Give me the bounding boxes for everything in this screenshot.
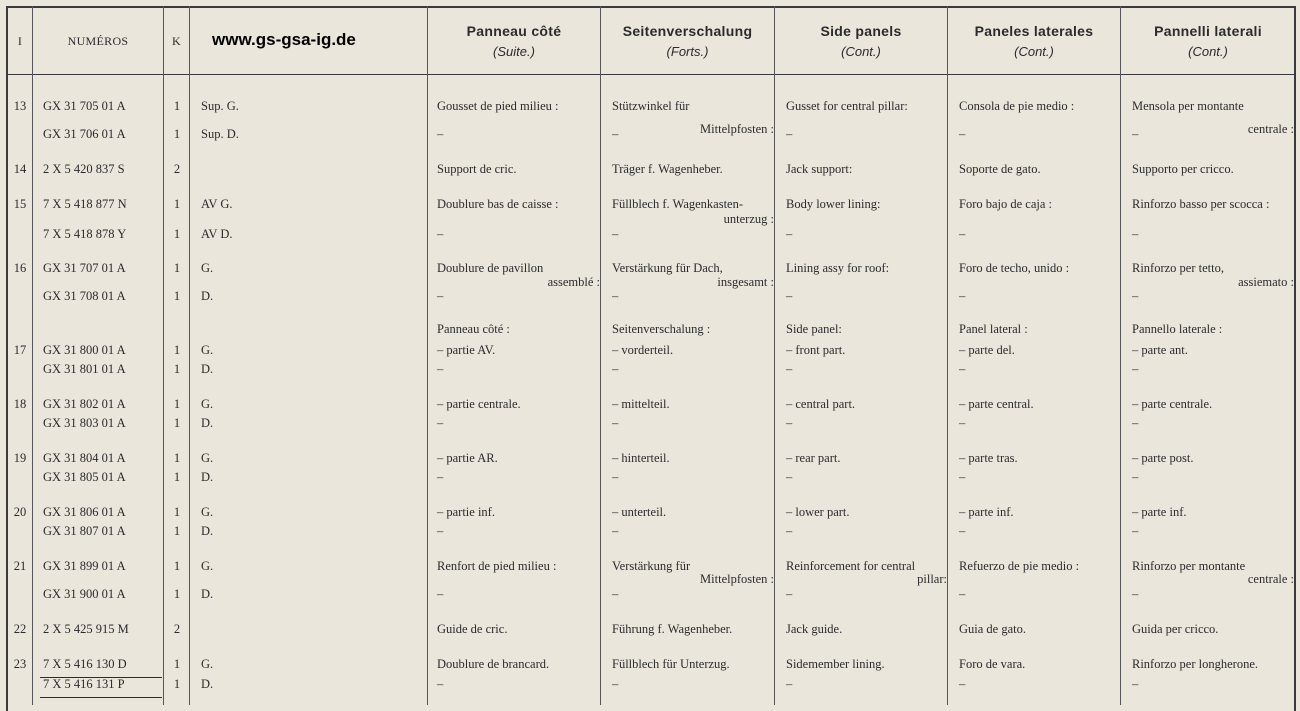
desc-de: – (612, 524, 619, 538)
desc-es: Refuerzo de pie medio : (959, 559, 1080, 573)
part-number: 7 X 5 418 877 N (43, 197, 127, 211)
position: AV G. (201, 197, 233, 211)
desc-it: – parte ant. (1132, 343, 1188, 357)
desc-fr: – (437, 524, 444, 538)
header-title: Panneau côté (466, 23, 562, 39)
desc-en: – (786, 289, 793, 303)
desc-en: Reinforcement for central (786, 559, 916, 573)
quantity: 1 (173, 397, 181, 411)
row-index: 21 (13, 559, 27, 573)
desc-fr: – (437, 127, 444, 141)
position: D. (201, 470, 214, 484)
desc-en: – (786, 362, 793, 376)
desc-it: – (1132, 524, 1139, 538)
position: G. (201, 559, 214, 573)
desc-es: Soporte de gato. (959, 162, 1041, 176)
quantity: 1 (173, 524, 181, 538)
desc-en: Jack support: (786, 162, 853, 176)
part-number: GX 31 900 01 A (43, 587, 126, 601)
desc-fr: Renfort de pied milieu : (437, 559, 557, 573)
desc-de: Seitenverschalung : (612, 322, 711, 336)
desc-it: – (1132, 127, 1139, 141)
header-col-k (164, 8, 189, 74)
desc-fr: – partie centrale. (437, 397, 521, 411)
header-i-label: I (17, 33, 23, 48)
row-index: 14 (13, 162, 27, 176)
quantity: 1 (173, 362, 181, 376)
header-subtitle: (Cont.) (1188, 44, 1228, 59)
quantity: 1 (173, 289, 181, 303)
header-title: Side panels (820, 23, 902, 39)
desc-de: – (612, 362, 619, 376)
quantity: 1 (173, 127, 181, 141)
desc-de: – (612, 677, 619, 691)
part-number-underline (40, 677, 162, 678)
position: Sup. D. (201, 127, 239, 141)
quantity: 1 (173, 416, 181, 430)
desc-it: Rinforzo per longherone. (1132, 657, 1259, 671)
part-number: GX 31 705 01 A (43, 99, 126, 113)
desc-fr: – partie AR. (437, 451, 498, 465)
position: AV D. (201, 227, 233, 241)
part-number: GX 31 802 01 A (43, 397, 126, 411)
desc-es: – (959, 289, 966, 303)
header-k-label: K (172, 33, 181, 48)
desc-es: – (959, 362, 966, 376)
desc-es: Foro de techo, unido : (959, 261, 1070, 275)
desc-de: – (612, 289, 619, 303)
table-row (0, 470, 1300, 490)
table-row (0, 451, 1300, 471)
desc-de: – unterteil. (612, 505, 667, 519)
row-index: 16 (13, 261, 27, 275)
desc-it: – (1132, 289, 1139, 303)
desc-fr: Support de cric. (437, 162, 517, 176)
position: G. (201, 451, 214, 465)
desc-es: – (959, 470, 966, 484)
desc-en: – lower part. (786, 505, 850, 519)
desc-it: – parte post. (1132, 451, 1194, 465)
desc-it: – parte centrale. (1132, 397, 1213, 411)
part-number: GX 31 803 01 A (43, 416, 126, 430)
part-number: GX 31 807 01 A (43, 524, 126, 538)
desc-de: unterzug : (723, 212, 774, 226)
desc-it: – (1132, 362, 1139, 376)
desc-en: – (786, 470, 793, 484)
position: G. (201, 397, 214, 411)
desc-fr: – (437, 227, 444, 241)
header-subtitle: (Cont.) (841, 44, 881, 59)
header-title: Seitenverschalung (622, 23, 753, 39)
desc-it: Mensola per montante (1132, 99, 1244, 113)
desc-en: Gusset for central pillar: (786, 99, 908, 113)
desc-en: – (786, 677, 793, 691)
desc-es: – parte inf. (959, 505, 1014, 519)
quantity: 2 (173, 622, 181, 636)
desc-it: – (1132, 227, 1139, 241)
part-number: 2 X 5 420 837 S (43, 162, 125, 176)
desc-de: Stützwinkel für (612, 99, 690, 113)
table-row (0, 524, 1300, 544)
part-number: GX 31 800 01 A (43, 343, 126, 357)
desc-en: Jack guide. (786, 622, 843, 636)
desc-en: – central part. (786, 397, 856, 411)
desc-fr: – (437, 362, 444, 376)
desc-fr: – partie inf. (437, 505, 495, 519)
website-watermark: www.gs-gsa-ig.de (212, 30, 356, 49)
part-number: 2 X 5 425 915 M (43, 622, 129, 636)
table-row (0, 416, 1300, 436)
desc-fr: Doublure bas de caisse : (437, 197, 559, 211)
position: D. (201, 587, 214, 601)
desc-de: – (612, 227, 619, 241)
header-title: Pannelli laterali (1154, 23, 1262, 39)
quantity: 1 (173, 343, 181, 357)
desc-en: Body lower lining: (786, 197, 881, 211)
quantity: 1 (173, 657, 181, 671)
desc-de: Verstärkung für (612, 559, 691, 573)
desc-es: Panel lateral : (959, 322, 1028, 336)
desc-it: centrale : (1247, 122, 1294, 136)
desc-es: – (959, 127, 966, 141)
quantity: 1 (173, 677, 181, 691)
desc-it: assiemato : (1238, 275, 1294, 289)
desc-es: – (959, 587, 966, 601)
part-number: GX 31 806 01 A (43, 505, 126, 519)
desc-es: Foro de vara. (959, 657, 1026, 671)
part-number: GX 31 804 01 A (43, 451, 126, 465)
desc-es: – (959, 416, 966, 430)
part-number: 7 X 5 418 878 Y (43, 227, 127, 241)
desc-es: – parte central. (959, 397, 1034, 411)
header-subtitle: (Forts.) (666, 44, 709, 59)
desc-it: – (1132, 416, 1139, 430)
desc-de: insgesamt : (717, 275, 774, 289)
position: D. (201, 524, 214, 538)
position: D. (201, 416, 214, 430)
row-index: 22 (13, 622, 27, 636)
row-index: 23 (13, 657, 27, 671)
table-row (0, 227, 1300, 247)
desc-de: Füllblech f. Wagenkasten- (612, 197, 744, 211)
desc-en: – (786, 524, 793, 538)
quantity: 1 (173, 99, 181, 113)
desc-en: – rear part. (786, 451, 841, 465)
header-col-i (8, 8, 32, 74)
desc-de: – (612, 587, 619, 601)
desc-it: – (1132, 677, 1139, 691)
header-col-numeros (33, 8, 163, 74)
desc-en: Side panel: (786, 322, 842, 336)
quantity: 1 (173, 559, 181, 573)
desc-de: – mittelteil. (612, 397, 670, 411)
desc-de: Mittelpfosten : (700, 572, 774, 586)
desc-de: Verstärkung für Dach, (612, 261, 723, 275)
header-rule (6, 74, 1296, 75)
desc-fr: – (437, 587, 444, 601)
desc-fr: – (437, 470, 444, 484)
part-number: GX 31 801 01 A (43, 362, 126, 376)
desc-de: Führung f. Wagenheber. (612, 622, 733, 636)
table-row (0, 657, 1300, 677)
desc-en: pillar: (917, 572, 947, 586)
desc-de: – hinterteil. (612, 451, 670, 465)
table-row (0, 397, 1300, 417)
table-row (0, 622, 1300, 642)
desc-fr: Gousset de pied milieu : (437, 99, 559, 113)
part-number: GX 31 805 01 A (43, 470, 126, 484)
desc-de: Mittelpfosten : (700, 122, 774, 136)
desc-es: – (959, 227, 966, 241)
header-title: Paneles laterales (974, 23, 1094, 39)
quantity: 1 (173, 261, 181, 275)
desc-en: – (786, 227, 793, 241)
header-numeros-label: NUMÉROS (67, 33, 129, 48)
quantity: 1 (173, 227, 181, 241)
header-spanish (948, 8, 1120, 74)
quantity: 1 (173, 197, 181, 211)
desc-it: Rinforzo per montante (1132, 559, 1246, 573)
desc-it: Supporto per cricco. (1132, 162, 1234, 176)
table-row (0, 99, 1300, 119)
desc-fr: assemblé : (547, 275, 600, 289)
desc-fr: Doublure de pavillon (437, 261, 544, 275)
desc-de: – vorderteil. (612, 343, 674, 357)
position: G. (201, 657, 214, 671)
desc-en: – (786, 127, 793, 141)
position: Sup. G. (201, 99, 239, 113)
part-number: 7 X 5 416 131 P (43, 677, 125, 691)
desc-it: centrale : (1247, 572, 1294, 586)
desc-it: Rinforzo basso per scocca : (1132, 197, 1270, 211)
desc-en: – (786, 587, 793, 601)
table-row (0, 162, 1300, 182)
row-index: 18 (13, 397, 27, 411)
desc-es: – (959, 677, 966, 691)
desc-es: Consola de pie medio : (959, 99, 1075, 113)
desc-it: – (1132, 470, 1139, 484)
desc-es: Guia de gato. (959, 622, 1026, 636)
row-index: 15 (13, 197, 27, 211)
desc-en: – (786, 416, 793, 430)
desc-en: Sidemember lining. (786, 657, 885, 671)
row-index: 20 (13, 505, 27, 519)
part-number: GX 31 708 01 A (43, 289, 126, 303)
quantity: 1 (173, 451, 181, 465)
desc-es: Foro bajo de caja : (959, 197, 1053, 211)
part-number: GX 31 706 01 A (43, 127, 126, 141)
quantity: 1 (173, 470, 181, 484)
desc-fr: – (437, 677, 444, 691)
desc-fr: Guide de cric. (437, 622, 508, 636)
desc-fr: – (437, 289, 444, 303)
position: D. (201, 289, 214, 303)
desc-it: – (1132, 587, 1139, 601)
position: G. (201, 343, 214, 357)
header-subtitle: (Cont.) (1014, 44, 1054, 59)
row-index: 17 (13, 343, 27, 357)
desc-it: Guida per cricco. (1132, 622, 1219, 636)
table-row (0, 362, 1300, 382)
header-subtitle: (Suite.) (493, 44, 535, 59)
desc-de: Träger f. Wagenheber. (612, 162, 723, 176)
row-index: 19 (13, 451, 27, 465)
desc-fr: – partie AV. (437, 343, 496, 357)
part-number: 7 X 5 416 130 D (43, 657, 127, 671)
table-row (0, 322, 1300, 342)
header-english (775, 8, 947, 74)
desc-en: Lining assy for roof: (786, 261, 890, 275)
quantity: 2 (173, 162, 181, 176)
desc-it: – parte inf. (1132, 505, 1187, 519)
desc-de: Füllblech für Unterzug. (612, 657, 730, 671)
row-index: 13 (13, 99, 27, 113)
desc-it: Rinforzo per tetto, (1132, 261, 1224, 275)
table-row (0, 677, 1300, 697)
table-row (0, 587, 1300, 607)
position: D. (201, 362, 214, 376)
position: G. (201, 505, 214, 519)
table-row (0, 343, 1300, 363)
table-row (0, 505, 1300, 525)
desc-it: Pannello laterale : (1132, 322, 1223, 336)
position: G. (201, 261, 214, 275)
desc-de: – (612, 416, 619, 430)
quantity: 1 (173, 587, 181, 601)
part-number: GX 31 707 01 A (43, 261, 126, 275)
desc-fr: Panneau côté : (437, 322, 510, 336)
header-french (428, 8, 600, 74)
quantity: 1 (173, 505, 181, 519)
desc-de: – (612, 470, 619, 484)
table-row (0, 289, 1300, 309)
desc-fr: Doublure de brancard. (437, 657, 550, 671)
header-italian (1121, 8, 1295, 74)
desc-es: – parte tras. (959, 451, 1018, 465)
desc-es: – parte del. (959, 343, 1015, 357)
position: D. (201, 677, 214, 691)
desc-de: – (612, 127, 619, 141)
desc-en: – front part. (786, 343, 846, 357)
part-number-underline (40, 697, 162, 698)
part-number: GX 31 899 01 A (43, 559, 126, 573)
desc-es: – (959, 524, 966, 538)
header-german (601, 8, 774, 74)
table-row (0, 127, 1300, 147)
desc-fr: – (437, 416, 444, 430)
